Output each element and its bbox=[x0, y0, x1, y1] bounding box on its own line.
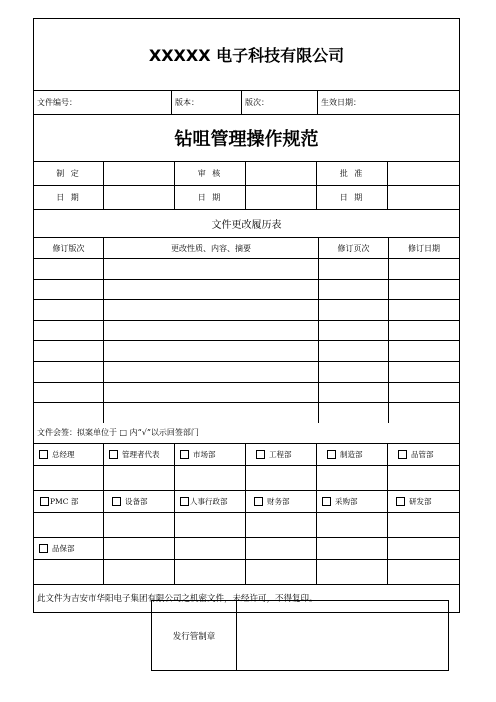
checkbox-icon[interactable] bbox=[109, 450, 118, 459]
checkbox-icon[interactable] bbox=[180, 497, 189, 506]
approved-date-label: 日 期 bbox=[317, 186, 388, 209]
dept-checkbox[interactable]: PMC 部 bbox=[34, 491, 104, 512]
dept-checkbox[interactable]: 采购部 bbox=[317, 491, 388, 512]
dept-checkbox[interactable]: 人事行政部 bbox=[175, 491, 246, 512]
dept-checkbox[interactable]: 财务部 bbox=[246, 491, 317, 512]
history-cell[interactable] bbox=[389, 383, 459, 403]
checkbox-icon[interactable] bbox=[398, 450, 407, 459]
history-row bbox=[34, 403, 459, 423]
history-row bbox=[34, 321, 459, 342]
dept-checkbox[interactable]: 制造部 bbox=[317, 444, 388, 465]
history-row bbox=[34, 259, 459, 280]
history-cell[interactable] bbox=[389, 300, 459, 320]
checkbox-icon[interactable] bbox=[39, 544, 48, 553]
history-cell[interactable] bbox=[319, 341, 389, 361]
dept-checkbox[interactable]: 市场部 bbox=[175, 444, 246, 465]
history-cell[interactable] bbox=[319, 403, 389, 423]
checkbox-icon[interactable] bbox=[327, 450, 336, 459]
checkbox-icon[interactable] bbox=[322, 497, 331, 506]
history-cell[interactable] bbox=[34, 321, 104, 341]
dept-checkbox[interactable]: 设备部 bbox=[104, 491, 175, 512]
history-cell[interactable] bbox=[104, 403, 319, 423]
issue-control-stamp-box bbox=[151, 600, 449, 671]
history-cell[interactable] bbox=[389, 280, 459, 300]
dept-checkbox[interactable]: 工程部 bbox=[246, 444, 317, 465]
checkbox-icon[interactable] bbox=[112, 497, 121, 506]
prepared-date-value bbox=[104, 186, 175, 209]
dept-checkbox[interactable]: 管理者代表 bbox=[104, 444, 175, 465]
checkbox-icon[interactable] bbox=[180, 450, 189, 459]
history-cell[interactable] bbox=[34, 280, 104, 300]
version-label: 版本： bbox=[172, 91, 242, 114]
dept-checkbox[interactable]: 品管部 bbox=[388, 444, 459, 465]
history-cell[interactable] bbox=[319, 362, 389, 382]
dept-checkbox[interactable]: 研发部 bbox=[388, 491, 459, 512]
history-cell[interactable] bbox=[104, 280, 319, 300]
history-cell[interactable] bbox=[34, 362, 104, 382]
history-cell[interactable] bbox=[389, 362, 459, 382]
dept-checkbox[interactable]: 总经理 bbox=[34, 444, 104, 465]
history-cell[interactable] bbox=[34, 403, 104, 423]
checkbox-icon[interactable] bbox=[256, 450, 265, 459]
history-title: 文件更改履历表 bbox=[211, 220, 282, 231]
checkbox-icon[interactable] bbox=[254, 497, 263, 506]
history-cell[interactable] bbox=[34, 383, 104, 403]
history-cell[interactable] bbox=[104, 300, 319, 320]
history-cell[interactable] bbox=[104, 383, 319, 403]
approved-value bbox=[388, 162, 459, 185]
history-row bbox=[34, 362, 459, 383]
checkbox-icon[interactable] bbox=[396, 497, 405, 506]
history-row bbox=[34, 300, 459, 321]
reviewed-value bbox=[246, 162, 317, 185]
history-cell[interactable] bbox=[104, 259, 319, 279]
file-number-label: 文件编号： bbox=[34, 91, 172, 114]
history-header: 修订日期 bbox=[408, 243, 440, 253]
stamp-area bbox=[237, 601, 448, 670]
stamp-label: 发行管制章 bbox=[152, 601, 237, 670]
revision-label: 版次： bbox=[242, 91, 318, 114]
history-cell[interactable] bbox=[34, 300, 104, 320]
document-form bbox=[33, 18, 460, 613]
document-title: 钻咀管理操作规范 bbox=[174, 129, 319, 150]
history-cell[interactable] bbox=[104, 341, 319, 361]
history-cell[interactable] bbox=[104, 362, 319, 382]
company-name: XXXXX 电子科技有限公司 bbox=[148, 46, 345, 65]
reviewed-date-label: 日 期 bbox=[175, 186, 246, 209]
history-row bbox=[34, 341, 459, 362]
history-cell[interactable] bbox=[319, 259, 389, 279]
history-cell[interactable] bbox=[319, 280, 389, 300]
history-cell[interactable] bbox=[34, 341, 104, 361]
prepared-label: 制 定 bbox=[34, 162, 104, 185]
reviewed-date-value bbox=[246, 186, 317, 209]
history-cell[interactable] bbox=[319, 383, 389, 403]
history-cell[interactable] bbox=[319, 300, 389, 320]
history-header: 修订页次 bbox=[319, 238, 389, 258]
history-cell[interactable] bbox=[389, 403, 459, 423]
prepared-date-label: 日 期 bbox=[34, 186, 104, 209]
history-row bbox=[34, 383, 459, 404]
dept-checkbox[interactable]: 品保部 bbox=[34, 538, 104, 559]
checkbox-icon[interactable] bbox=[40, 497, 49, 506]
approved-label: 批 准 bbox=[317, 162, 388, 185]
history-header: 修订版次 bbox=[34, 238, 104, 258]
checkbox-icon[interactable] bbox=[39, 450, 48, 459]
history-cell[interactable] bbox=[389, 259, 459, 279]
history-cell[interactable] bbox=[319, 321, 389, 341]
approved-date-value bbox=[388, 186, 459, 209]
history-row bbox=[34, 280, 459, 301]
effective-date-label: 生效日期： bbox=[321, 98, 361, 107]
history-cell[interactable] bbox=[389, 321, 459, 341]
reviewed-label: 审 核 bbox=[175, 162, 246, 185]
history-header: 更改性质、内容、摘要 bbox=[104, 238, 319, 258]
confidential-notice: 此文件为吉安市华阳电子集团有限公司之机密文件，未经许可，不得复印。 bbox=[37, 594, 318, 605]
history-cell[interactable] bbox=[104, 321, 319, 341]
history-cell[interactable] bbox=[34, 259, 104, 279]
prepared-value bbox=[104, 162, 175, 185]
history-cell[interactable] bbox=[389, 341, 459, 361]
countersign-note: 文件会签：拟案单位于 □ 内“√”以示回签部门 bbox=[37, 428, 199, 438]
